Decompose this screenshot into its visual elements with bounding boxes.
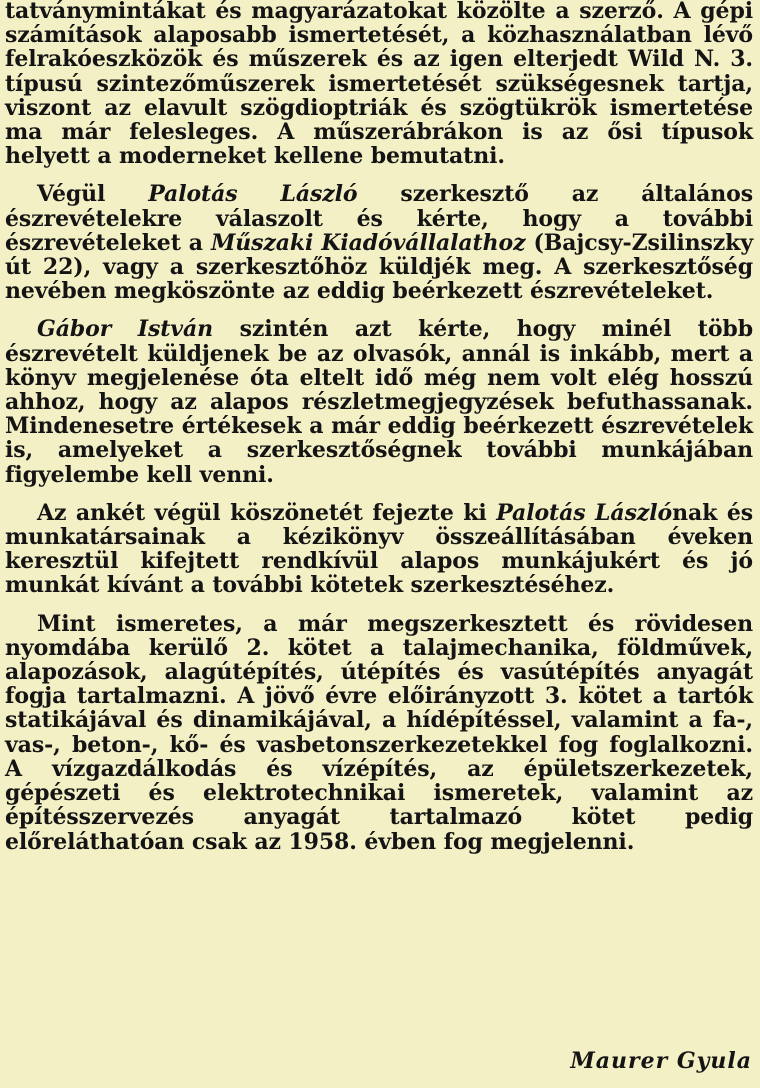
italic-name: Műszaki Kiadóvállalathoz [210, 229, 526, 256]
text-run: szerkesztő az általános észrevételekre válaszolt és kérte, hogy a további észrevételeket a [5, 181, 754, 256]
paragraph-3 [5, 317, 753, 486]
text-run: Mint ismeretes, a már megszerkesztett és rövidesen nyomdába kerülő 2. kötet a talajmechanika, földművek, alapozások, alagútépítés, útépítés és vasútépítés anyagát fogja tartalmazni. A jövő évre előirányzott 3. kötet a tartók statikájával és dinamikájával, a hídépítéssel, valamint a fa-, vas-, beton-, kő- és vasbetonszerkezetekkel fog foglalkozni. A vízgazdálkodás és vízépítés, az épületszerkezetek, gépészeti és elektrotechnikai ismeretek, valamint az építésszervezés anyagát tartalmazó kötet pedig előreláthatóan csak az 1958. évben fog megjelenni. [5, 610, 753, 855]
paragraph-4 [5, 501, 753, 598]
article-body [5, 0, 753, 854]
italic-name: Gábor István [37, 316, 214, 343]
paragraph-5 [5, 612, 753, 854]
italic-name: Palotás László [496, 499, 673, 526]
paragraph-1 [5, 0, 753, 168]
text-run: nak és munkatársainak a kézikönyv összeállításában éveken keresztül kifejtett rendkívül alapos munkájukért és jó munkát kívánt a további kötetek szerkesztéséhez. [5, 499, 754, 599]
text-run: tatványmintákat és magyarázatokat közölte a szerző. A gépi számítások alaposabb ismertetését, a közhasználatban lévő felrakóeszközök és műszerek és az igen elterjedt Wild N. 3. típusú szintezőműszerek ismertetését szükségesnek tartja, viszont az elavult szögdioptriák és szögtükrök ismertetése ma már felesleges. A műszerábrákon is az ősi típusok helyett a moderneket kellene bemutatni. [5, 0, 753, 170]
text-run: Végül [37, 181, 149, 208]
text-run: Az ankét végül köszönetét fejezte ki [37, 499, 497, 526]
text-run: (Bajcsy-Zsilinszky út 22), vagy a szerkesztőhöz küldjék meg. A szerkesztőség nevében megköszönte az eddig beérkezett észrevételeket. [5, 229, 754, 305]
author-signature: Maurer Gyula [570, 1048, 752, 1074]
italic-name: Palotás László [148, 181, 358, 208]
text-run: szintén azt kérte, hogy minél több észrevételt küldjenek be az olvasók, annál is inkább, mert a könyv megjelenése óta eltelt idő még nem volt elég hosszú ahhoz, hogy az alapos részletmegjegyzések befuthassanak. Mindenesetre értékesek a már eddig beérkezett észrevételek is, amelyeket a szerkesztőségnek további munkájában figyelembe kell venni. [5, 316, 753, 488]
paragraph-2 [5, 182, 753, 303]
